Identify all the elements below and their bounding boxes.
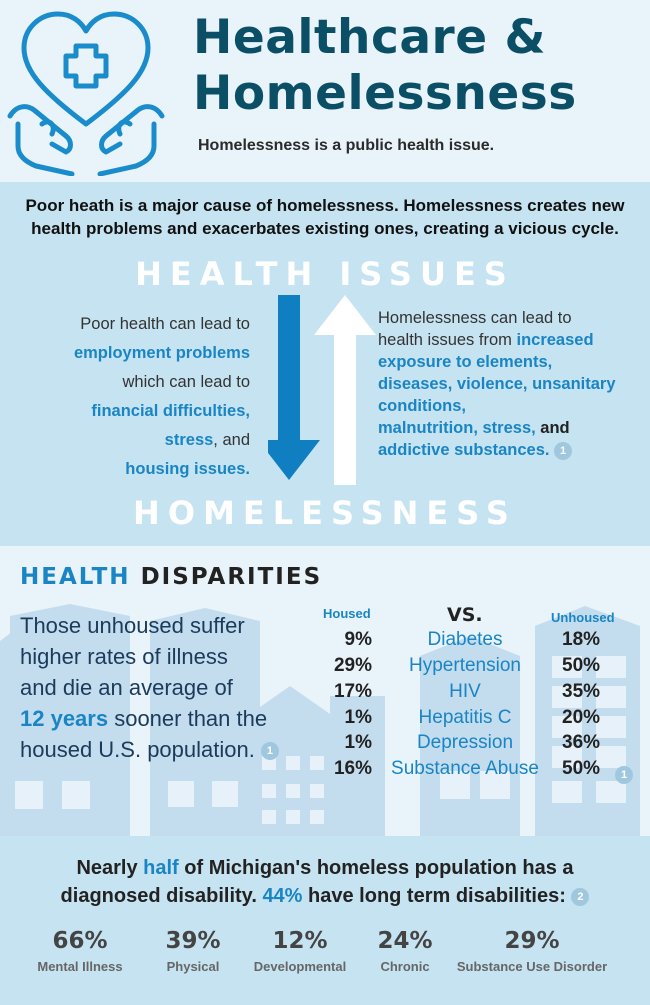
citation-badge: 2: [571, 888, 589, 906]
stat-value: 66%: [52, 928, 108, 954]
down-arrow-icon: [268, 295, 320, 480]
up-arrow-icon: [314, 295, 376, 485]
housed-value: 16%: [333, 758, 372, 779]
homelessness-to-health-text: Homelessness can lead to health issues from increased exposure to elements, diseases, violence, unsanitary conditions, malnutrition, stress, and addictive substances. 1: [378, 309, 616, 459]
housed-value: 9%: [344, 629, 372, 650]
unhoused-value: 20%: [562, 707, 601, 728]
stat-value: 39%: [165, 928, 221, 954]
disability-section: [0, 836, 650, 1005]
housed-header: Housed: [323, 606, 371, 621]
stat-label: Chronic: [380, 959, 430, 974]
condition-label: Substance Abuse: [391, 758, 539, 779]
stat-value: 29%: [504, 928, 560, 954]
stat-value: 12%: [272, 928, 328, 954]
housed-value: 1%: [344, 707, 372, 728]
intro-text: Poor heath is a major cause of homelessness. Homelessness creates new health problems and exacerbates existing ones, creating a vicious cycle.: [25, 196, 625, 238]
cycle-arrows-icon: [268, 295, 380, 485]
unhoused-value: 36%: [562, 732, 601, 753]
health-to-homelessness-text: Poor health can lead to employment problems which can lead to financial difficulties, stress, and housing issues.: [73, 315, 250, 478]
unhoused-value: 18%: [562, 629, 601, 650]
disability-text: Nearly half of Michigan's homeless population has a diagnosed disability. 44% have long term disabilities: 2: [0, 854, 650, 910]
page-title: Healthcare & Homelessness: [193, 10, 577, 121]
housed-value: 1%: [344, 732, 372, 753]
table-row: [0, 629, 650, 654]
citation-badge: 1: [615, 766, 633, 784]
heart-hands-icon: [6, 6, 166, 176]
stat-label: Substance Use Disorder: [456, 959, 608, 974]
citation-badge: 1: [261, 742, 279, 760]
unhoused-value: 50%: [562, 655, 601, 676]
stat-value: 24%: [377, 928, 433, 954]
housed-value: 29%: [333, 655, 372, 676]
condition-label: HIV: [449, 681, 481, 702]
disparities-title: HEALTH DISPARITIES: [20, 564, 323, 590]
homelessness-label: HOMELESSNESS: [133, 494, 517, 532]
stat-label: Physical: [166, 959, 220, 974]
unhoused-header: Unhoused: [551, 610, 615, 625]
table-row: [0, 655, 650, 680]
vs-label: VS.: [447, 604, 483, 626]
stat-label: Developmental: [253, 959, 347, 974]
health-disparities-section: [0, 546, 650, 836]
header: [0, 0, 650, 182]
condition-label: Hypertension: [409, 655, 521, 676]
disparities-text: Those unhoused suffer higher rates of illness and die an average of 12 years sooner than the housed U.S. population. 1: [20, 610, 310, 765]
table-row: [0, 707, 650, 732]
condition-label: Diabetes: [427, 629, 503, 650]
citation-badge: 1: [554, 442, 572, 460]
condition-label: Hepatitis C: [418, 707, 512, 728]
health-issues-section: [0, 182, 650, 546]
table-row: [0, 758, 650, 783]
table-row: [0, 732, 650, 757]
condition-label: Depression: [416, 732, 514, 753]
health-issues-label: HEALTH ISSUES: [135, 255, 515, 293]
unhoused-value: 35%: [562, 681, 601, 702]
table-row: [0, 681, 650, 706]
page-subtitle: Homelessness is a public health issue.: [198, 137, 495, 154]
unhoused-value: 50%: [562, 758, 601, 779]
stat-label: Mental Illness: [37, 959, 123, 974]
disability-stat: [442, 928, 622, 974]
housed-value: 17%: [333, 681, 372, 702]
